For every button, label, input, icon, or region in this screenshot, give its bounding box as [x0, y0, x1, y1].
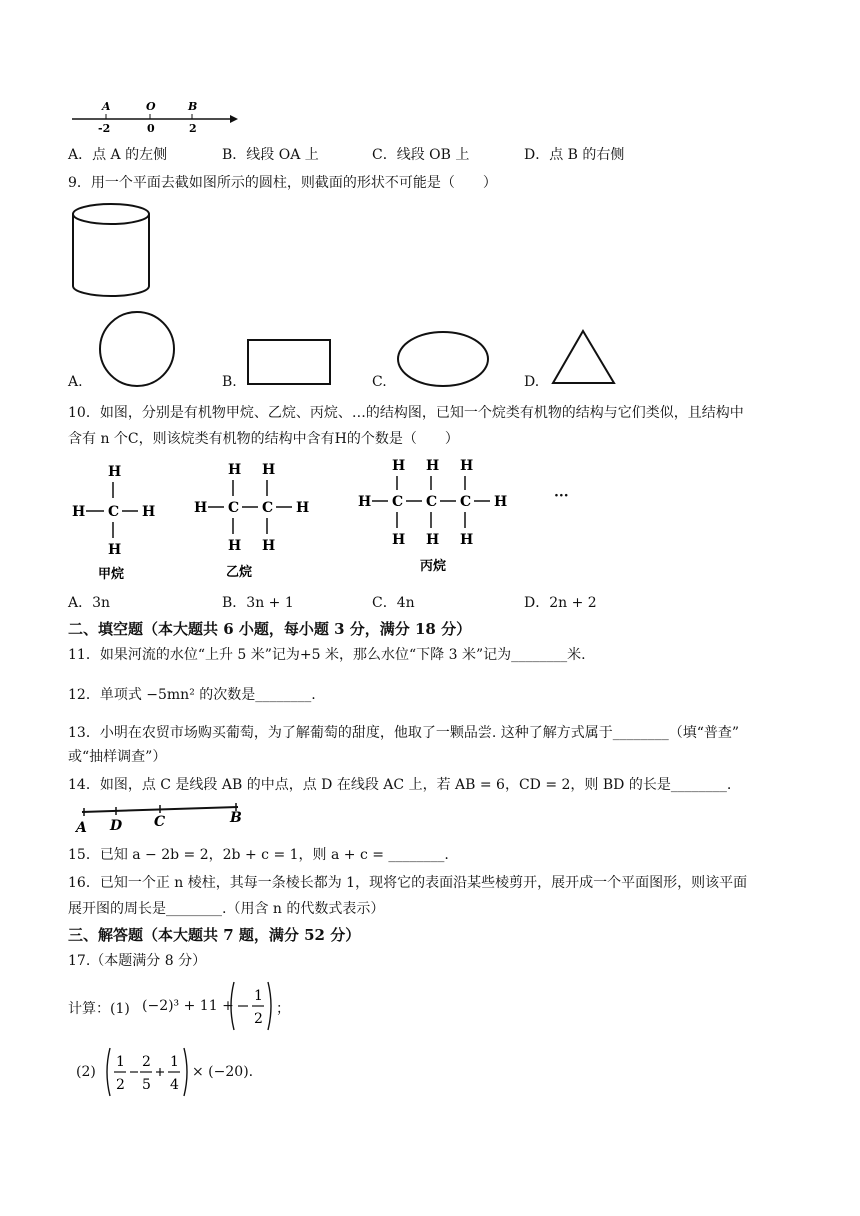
- atom-h: H: [228, 538, 242, 554]
- q15-text: 15．已知 a − 2b = 2，2b + c = 1，则 a + c = ________.: [68, 847, 449, 863]
- seg-point-a: A: [76, 820, 87, 836]
- q17-part1-fraction: [228, 980, 278, 1032]
- seg-point-d: D: [110, 818, 123, 834]
- point-o-label: O: [146, 100, 156, 113]
- q17-part1-prefix: 计算：(1): [68, 1001, 130, 1017]
- q17-part2-times: × (−20).: [192, 1064, 254, 1080]
- q10-option-b: B．3n + 1: [222, 595, 294, 611]
- triangle-shape: [550, 328, 618, 386]
- methane-structure: [70, 460, 170, 584]
- q17-part2-fractions: [104, 1046, 194, 1098]
- q16-line1: 16．已知一个正 n 棱柱，其每一条棱长都为 1，现将它的表面沿某些棱剪开，展开成一个平面图形，则该平面: [68, 875, 748, 891]
- atom-h: H: [460, 458, 474, 474]
- q16-line2: 展开图的周长是________.（用含 n 的代数式表示）: [68, 901, 385, 917]
- q9-option-b-letter: B.: [222, 374, 237, 390]
- seg-point-b: B: [230, 810, 242, 826]
- section-3-heading: 三、解答题（本大题共 7 题，满分 52 分）: [68, 926, 361, 944]
- q9-stem: 9．用一个平面去截如图所示的圆柱，则截面的形状不可能是（ ）: [68, 175, 497, 191]
- q10-option-c: C．4n: [372, 595, 415, 611]
- q8-option-c: C．线段 OB 上: [372, 147, 470, 163]
- q9-option-d-letter: D.: [524, 374, 540, 390]
- q12-text: 12．单项式 −5mn² 的次数是________.: [68, 687, 316, 703]
- propane-name: 丙烷: [420, 559, 447, 574]
- atom-c: C: [426, 494, 438, 510]
- atom-c: C: [108, 504, 120, 520]
- tick-label-0: 0: [147, 122, 155, 135]
- atom-h: H: [426, 532, 440, 548]
- q10-stem-line2: 含有 n 个C，则该烷类有机物的结构中含有H的个数是（ ）: [68, 431, 459, 447]
- frac-den: 5: [142, 1077, 151, 1093]
- semicolon: ；: [276, 1001, 290, 1017]
- ethane-name: 乙烷: [226, 565, 253, 580]
- atom-h: H: [460, 532, 474, 548]
- ellipse-shape: [396, 330, 492, 390]
- atom-h: H: [494, 494, 508, 510]
- atom-h: H: [108, 464, 122, 480]
- atom-c: C: [228, 500, 240, 516]
- atom-h: H: [228, 462, 242, 478]
- q8-option-d: D．点 B 的右侧: [524, 147, 625, 163]
- q17-part1-expr: (−2)³ + 11 +: [142, 998, 234, 1014]
- q8-option-a: A．点 A 的左侧: [68, 147, 168, 163]
- q9-option-a-letter: A.: [68, 374, 83, 390]
- ethane-structure: [192, 458, 322, 582]
- propane-structure: [356, 454, 516, 578]
- atom-c: C: [460, 494, 472, 510]
- frac-num: 1: [254, 988, 263, 1004]
- tick-label-neg2: -2: [98, 122, 111, 135]
- structure-ellipsis: ···: [554, 488, 569, 504]
- frac-num: 1: [170, 1054, 179, 1070]
- atom-h: H: [194, 500, 208, 516]
- atom-h: H: [358, 494, 372, 510]
- frac-den: 4: [170, 1077, 179, 1093]
- atom-h: H: [296, 500, 310, 516]
- atom-h: H: [72, 504, 86, 520]
- seg-point-c: C: [154, 814, 166, 830]
- point-a-label: A: [102, 100, 111, 113]
- q11-text: 11．如果河流的水位“上升 5 米”记为+5 米，那么水位“下降 3 米”记为________米.: [68, 647, 586, 663]
- q14-text: 14．如图，点 C 是线段 AB 的中点，点 D 在线段 AC 上，若 AB = 6，CD = 2，则 BD 的长是________.: [68, 777, 732, 793]
- atom-h: H: [392, 532, 406, 548]
- atom-h: H: [392, 458, 406, 474]
- q10-stem-line1: 10．如图，分别是有机物甲烷、乙烷、丙烷、…的结构图，已知一个烷类有机物的结构与它们类似，且结构中: [68, 405, 744, 421]
- point-b-label: B: [188, 100, 198, 113]
- atom-h: H: [142, 504, 156, 520]
- frac-den: 2: [116, 1077, 125, 1093]
- number-line-figure: [70, 96, 245, 136]
- q10-option-a: A．3n: [68, 595, 111, 611]
- methane-name: 甲烷: [98, 567, 125, 582]
- q17-heading: 17.（本题满分 8 分）: [68, 953, 207, 969]
- atom-c: C: [392, 494, 404, 510]
- atom-h: H: [262, 538, 276, 554]
- atom-c: C: [262, 500, 274, 516]
- circle-shape: [98, 310, 178, 390]
- atom-h: H: [108, 542, 122, 558]
- q17-part2-prefix: (2): [76, 1064, 96, 1080]
- rectangle-shape: [246, 338, 334, 388]
- frac-num: 2: [142, 1054, 151, 1070]
- q8-option-b: B．线段 OA 上: [222, 147, 319, 163]
- cylinder-figure: [70, 200, 154, 300]
- frac-num: 1: [116, 1054, 125, 1070]
- section-2-heading: 二、填空题（本大题共 6 小题，每小题 3 分，满分 18 分）: [68, 620, 472, 638]
- q9-option-c-letter: C.: [372, 374, 387, 390]
- frac-den: 2: [254, 1011, 263, 1027]
- tick-label-2: 2: [189, 122, 197, 135]
- q10-option-d: D．2n + 2: [524, 595, 597, 611]
- q13-line2: 或“抽样调查”）: [68, 749, 167, 765]
- segment-figure: [72, 802, 252, 836]
- q13-line1: 13．小明在农贸市场购买葡萄，为了解葡萄的甜度，他取了一颗品尝. 这种了解方式属于________（填“普查”: [68, 725, 740, 741]
- atom-h: H: [426, 458, 440, 474]
- atom-h: H: [262, 462, 276, 478]
